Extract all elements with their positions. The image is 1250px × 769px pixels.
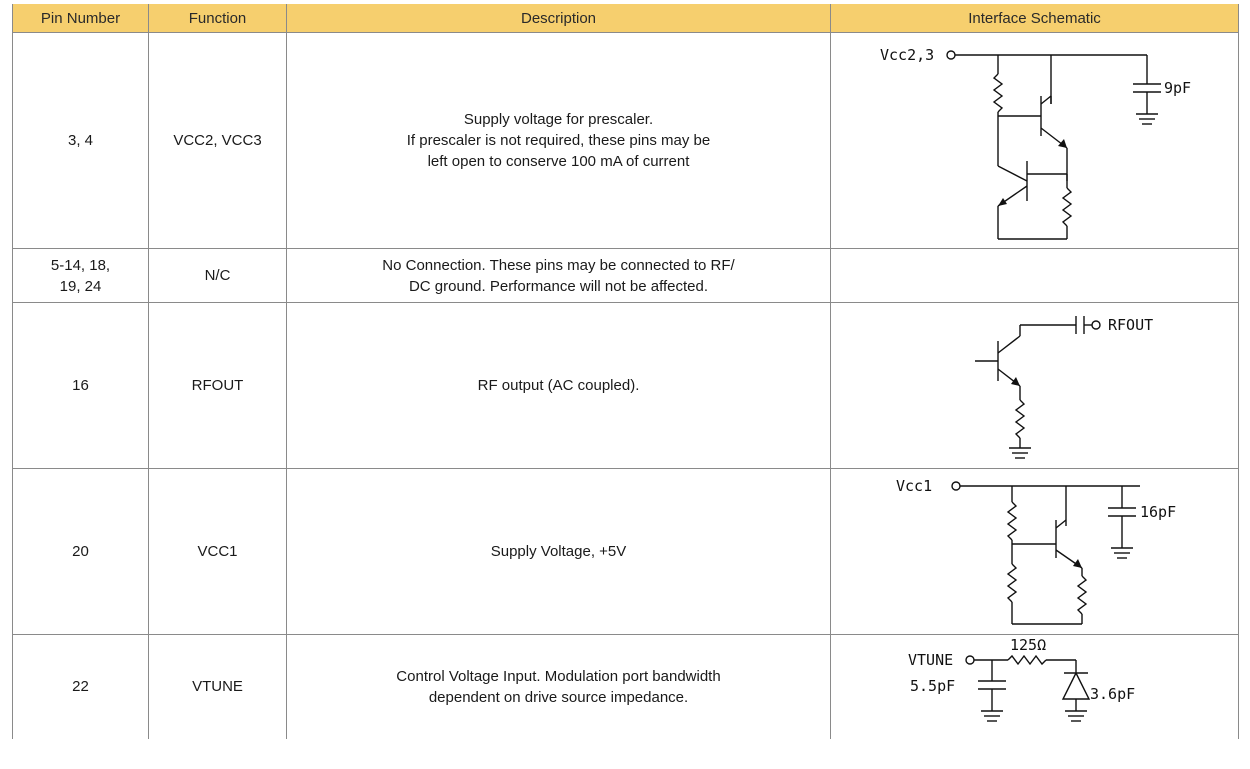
header-pin-number: Pin Number [13,4,149,33]
table-row [13,33,1239,249]
terminal-icon [1092,321,1100,329]
description-line: RF output (AC coupled). [477,377,640,394]
description-cell [287,635,831,739]
description-line: left open to conserve 100 mA of current [427,153,690,170]
resistor-icon [1063,188,1071,226]
pin-number-line: 5-14, 18, [50,256,111,274]
pin-number-cell: 20 [13,469,149,635]
resistor-icon [994,74,1002,112]
resistor-icon [1008,656,1046,664]
description-cell [287,469,831,635]
pin-number-cell: 16 [13,303,149,469]
schematic-cell [831,635,1239,739]
schematic-cap-label: 16pF [1139,502,1176,521]
pin-number-line: 19, 24 [59,277,102,295]
table-header-row [13,4,1239,33]
vtune-schematic [870,637,1200,737]
vcc1-schematic [870,472,1200,632]
terminal-icon [966,656,974,664]
function-cell: RFOUT [149,303,287,469]
function-cell: N/C [149,249,287,303]
rfout-schematic [870,306,1200,466]
table-row [13,469,1239,635]
schematic-cell [831,249,1239,303]
schematic-output-label: RFOUT [1107,315,1153,334]
schematic-cell [831,303,1239,469]
vcc23-schematic [870,36,1200,246]
resistor-icon [1008,564,1016,602]
schematic-cell [831,33,1239,249]
header-description: Description [287,4,831,33]
description-line: If prescaler is not required, these pins may be [406,132,711,149]
schematic-cell [831,469,1239,635]
description-cell [287,303,831,469]
resistor-icon [1008,502,1016,540]
table-row [13,635,1239,739]
function-cell: VTUNE [149,635,287,739]
description-line: dependent on drive source impedance. [428,688,689,706]
schematic-input-label: VTUNE [907,650,953,669]
terminal-icon [947,51,955,59]
header-interface-schematic: Interface Schematic [831,4,1239,33]
header-function: Function [149,4,287,33]
schematic-cap-label: 5.5pF [909,676,955,695]
schematic-supply-label: Vcc2,3 [879,45,934,64]
schematic-resistor-label: 125Ω [1009,636,1046,654]
pin-number-cell: 3, 4 [13,33,149,249]
description-cell [287,249,831,303]
terminal-icon [952,482,960,490]
description-cell [287,33,831,249]
description-line: Supply voltage for prescaler. [463,111,654,128]
pin-function-table [12,4,1239,739]
resistor-icon [1078,576,1086,614]
resistor-icon [1016,400,1024,438]
pin-number-cell: 22 [13,635,149,739]
description-line: Supply Voltage, +5V [490,543,627,560]
description-line: No Connection. These pins may be connected to RF/ [382,256,735,274]
schematic-varactor-label: 3.6pF [1089,684,1135,703]
table-row [13,303,1239,469]
function-cell: VCC1 [149,469,287,635]
pin-number-cell [13,249,149,303]
function-cell: VCC2, VCC3 [149,33,287,249]
description-line: Control Voltage Input. Modulation port bandwidth [396,667,721,685]
schematic-cap-label: 9pF [1163,78,1191,97]
description-line: DC ground. Performance will not be affected. [408,277,709,295]
table-row [13,249,1239,303]
schematic-supply-label: Vcc1 [895,476,932,495]
